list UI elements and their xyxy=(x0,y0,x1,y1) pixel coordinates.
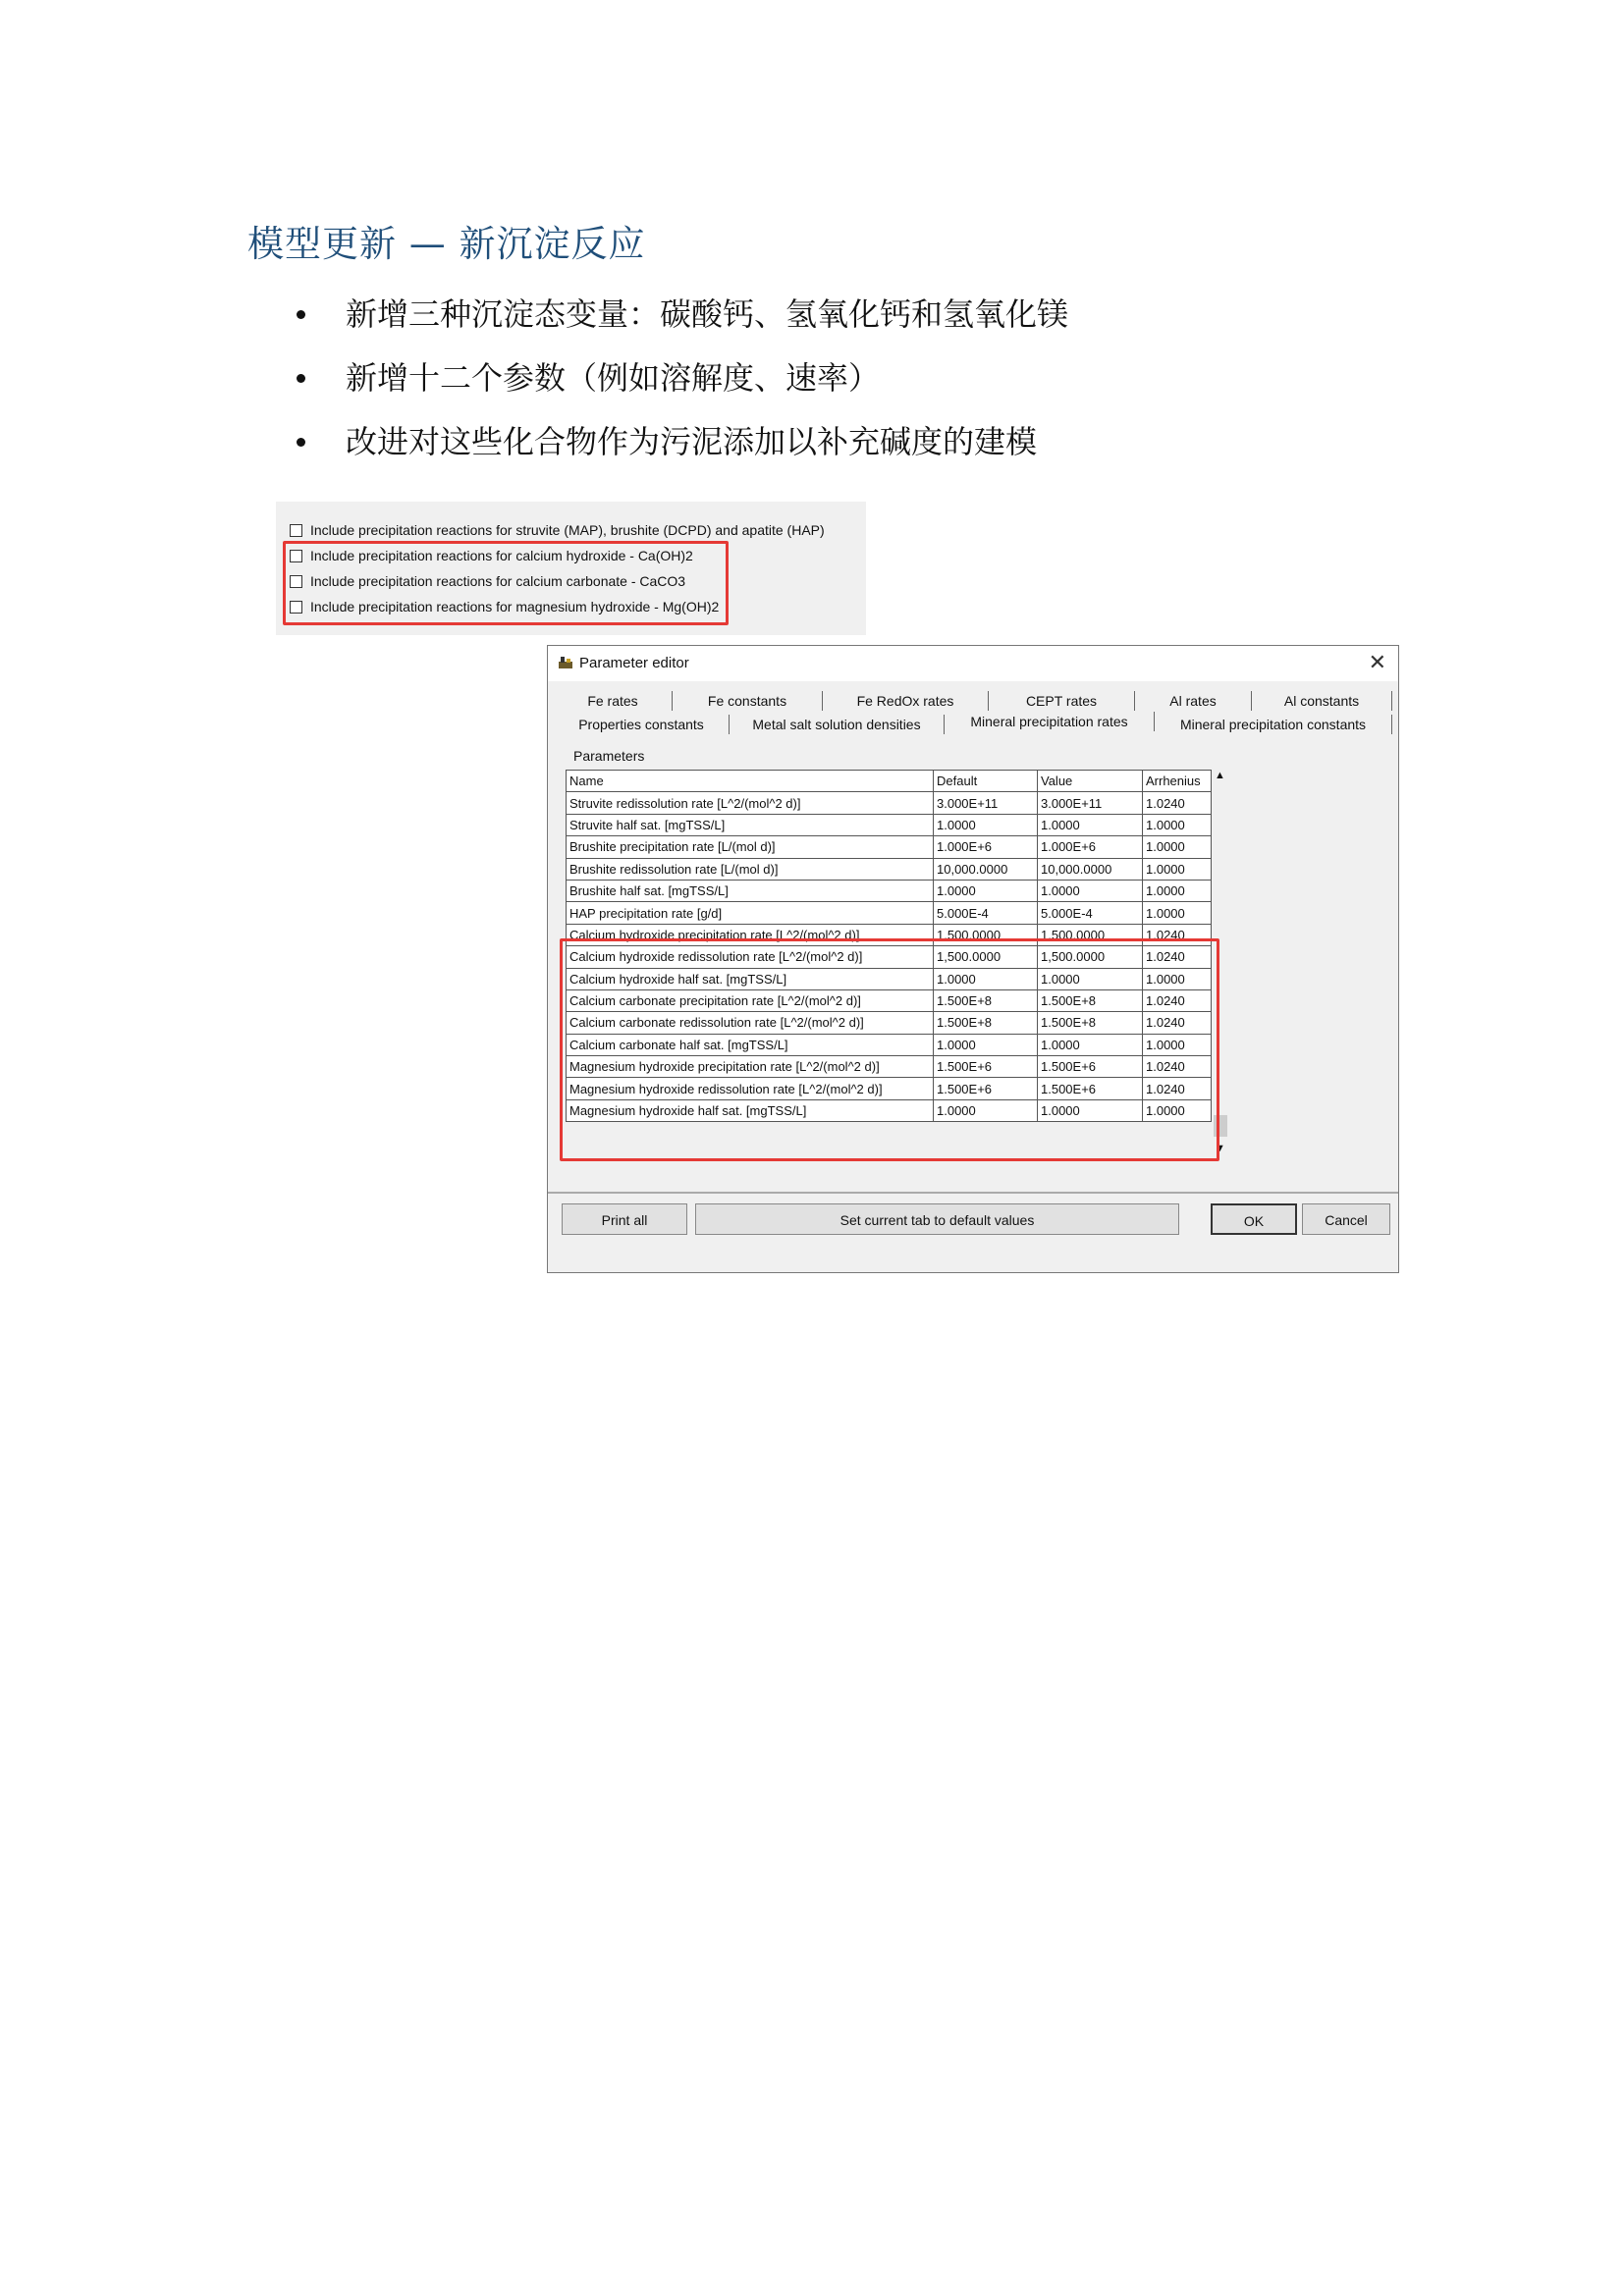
cell-name: Calcium hydroxide precipitation rate [L^2/(mol^2 d)] xyxy=(567,924,934,945)
tab-metal-salt-densities[interactable]: Metal salt solution densities xyxy=(730,715,945,734)
option-label: Include precipitation reactions for calcium carbonate - CaCO3 xyxy=(310,573,686,589)
table-header-row xyxy=(567,771,1212,792)
cell-value[interactable]: 1.0000 xyxy=(1038,1099,1143,1121)
table-row xyxy=(567,902,1212,924)
cell-default: 1.0000 xyxy=(934,814,1038,835)
ok-button[interactable]: OK xyxy=(1211,1203,1297,1235)
cell-name: Struvite redissolution rate [L^2/(mol^2 d)] xyxy=(567,792,934,814)
cell-value[interactable]: 1.500E+6 xyxy=(1038,1078,1143,1099)
option-label: Include precipitation reactions for magnesium hydroxide - Mg(OH)2 xyxy=(310,599,720,614)
tab-al-constants[interactable]: Al constants xyxy=(1252,691,1392,711)
checkbox-struvite[interactable] xyxy=(290,524,302,537)
option-struvite[interactable] xyxy=(290,519,825,541)
cell-arrhenius: 1.0240 xyxy=(1143,1078,1212,1099)
cell-default: 1.000E+6 xyxy=(934,836,1038,858)
option-label: Include precipitation reactions for calcium hydroxide - Ca(OH)2 xyxy=(310,548,693,563)
cell-name: Calcium carbonate precipitation rate [L^2/(mol^2 d)] xyxy=(567,989,934,1011)
precipitation-options-panel xyxy=(276,502,866,635)
parameter-editor-dialog xyxy=(547,645,1399,1273)
cell-value[interactable]: 1.500E+6 xyxy=(1038,1056,1143,1078)
cell-arrhenius: 1.0000 xyxy=(1143,1099,1212,1121)
cell-arrhenius: 1.0240 xyxy=(1143,1056,1212,1078)
table-row xyxy=(567,792,1212,814)
bullet-dot xyxy=(297,310,305,319)
column-header-value: Value xyxy=(1038,771,1143,792)
option-label: Include precipitation reactions for struvite (MAP), brushite (DCPD) and apatite (HAP) xyxy=(310,522,825,538)
cell-default: 1.0000 xyxy=(934,968,1038,989)
highlight-box xyxy=(560,938,1219,1161)
cell-arrhenius: 1.0000 xyxy=(1143,902,1212,924)
app-icon xyxy=(558,656,573,669)
cell-arrhenius: 1.0240 xyxy=(1143,946,1212,968)
cell-value[interactable]: 1.0000 xyxy=(1038,880,1143,901)
table-row xyxy=(567,880,1212,901)
bullet-text: 改进对这些化合物作为污泥添加以补充碱度的建模 xyxy=(346,423,1038,460)
cell-value[interactable]: 10,000.0000 xyxy=(1038,858,1143,880)
cell-value[interactable]: 1.500E+8 xyxy=(1038,1012,1143,1034)
cell-name: Calcium hydroxide redissolution rate [L^2/(mol^2 d)] xyxy=(567,946,934,968)
tab-fe-constants[interactable]: Fe constants xyxy=(673,691,823,711)
cell-default: 1.500E+8 xyxy=(934,989,1038,1011)
tab-mineral-precipitation-rates[interactable]: Mineral precipitation rates xyxy=(945,712,1155,731)
cell-arrhenius: 1.0240 xyxy=(1143,1012,1212,1034)
cell-arrhenius: 1.0240 xyxy=(1143,989,1212,1011)
cell-name: Magnesium hydroxide redissolution rate [L^2/(mol^2 d)] xyxy=(567,1078,934,1099)
tab-row-2 xyxy=(554,715,1392,734)
cell-value[interactable]: 1.0000 xyxy=(1038,1034,1143,1055)
highlight-box xyxy=(283,541,729,625)
cell-name: Magnesium hydroxide half sat. [mgTSS/L] xyxy=(567,1099,934,1121)
cell-value[interactable]: 1.000E+6 xyxy=(1038,836,1143,858)
cell-value[interactable]: 1.0000 xyxy=(1038,814,1143,835)
cell-name: Calcium hydroxide half sat. [mgTSS/L] xyxy=(567,968,934,989)
table-row xyxy=(567,814,1212,835)
bullet-dot xyxy=(297,374,305,383)
cell-default: 3.000E+11 xyxy=(934,792,1038,814)
bullet-list xyxy=(291,294,1068,486)
cell-default: 1.0000 xyxy=(934,880,1038,901)
close-icon[interactable]: ✕ xyxy=(1368,650,1386,674)
cell-default: 1.0000 xyxy=(934,1099,1038,1121)
tab-cept-rates[interactable]: CEPT rates xyxy=(989,691,1135,711)
cell-name: Calcium carbonate half sat. [mgTSS/L] xyxy=(567,1034,934,1055)
cell-arrhenius: 1.0240 xyxy=(1143,924,1212,945)
cell-value[interactable]: 3.000E+11 xyxy=(1038,792,1143,814)
cell-default: 1.0000 xyxy=(934,1034,1038,1055)
cell-name: Brushite precipitation rate [L/(mol d)] xyxy=(567,836,934,858)
divider xyxy=(548,1192,1398,1194)
cell-default: 10,000.0000 xyxy=(934,858,1038,880)
tab-properties-constants[interactable]: Properties constants xyxy=(554,715,730,734)
bullet-text: 新增十二个参数（例如溶解度、速率） xyxy=(346,359,881,397)
cell-default: 1.500E+8 xyxy=(934,1012,1038,1034)
cell-default: 5.000E-4 xyxy=(934,902,1038,924)
tab-row-1 xyxy=(554,691,1392,711)
set-default-button[interactable]: Set current tab to default values xyxy=(695,1203,1179,1235)
parameters-label: Parameters xyxy=(573,748,645,764)
cell-value[interactable]: 1.0000 xyxy=(1038,968,1143,989)
dialog-title: Parameter editor xyxy=(579,655,689,671)
tab-mineral-precipitation-constants[interactable]: Mineral precipitation constants xyxy=(1155,715,1392,734)
cancel-button[interactable]: Cancel xyxy=(1302,1203,1390,1235)
title-bar xyxy=(548,646,1398,681)
column-header-name: Name xyxy=(567,771,934,792)
bullet-dot xyxy=(297,438,305,447)
cell-default: 1,500.0000 xyxy=(934,946,1038,968)
cell-arrhenius: 1.0000 xyxy=(1143,858,1212,880)
column-header-default: Default xyxy=(934,771,1038,792)
bullet-item xyxy=(291,422,1068,486)
page-heading: 模型更新 — 新沉淀反应 xyxy=(247,223,646,265)
cell-arrhenius: 1.0000 xyxy=(1143,968,1212,989)
cell-arrhenius: 1.0240 xyxy=(1143,792,1212,814)
cell-arrhenius: 1.0000 xyxy=(1143,814,1212,835)
bullet-item xyxy=(291,294,1068,358)
cell-arrhenius: 1.0000 xyxy=(1143,880,1212,901)
cell-value[interactable]: 1.500E+8 xyxy=(1038,989,1143,1011)
table-row xyxy=(567,858,1212,880)
cell-name: Magnesium hydroxide precipitation rate [L^2/(mol^2 d)] xyxy=(567,1056,934,1078)
cell-default: 1.500E+6 xyxy=(934,1078,1038,1099)
column-header-arrhenius: Arrhenius xyxy=(1143,771,1212,792)
cell-default: 1.500E+6 xyxy=(934,1056,1038,1078)
scroll-up-icon[interactable]: ▲ xyxy=(1215,770,1225,781)
tab-fe-rates[interactable]: Fe rates xyxy=(554,691,673,711)
cell-arrhenius: 1.0000 xyxy=(1143,836,1212,858)
tab-al-rates[interactable]: Al rates xyxy=(1135,691,1252,711)
cell-arrhenius: 1.0000 xyxy=(1143,1034,1212,1055)
cell-name: Brushite half sat. [mgTSS/L] xyxy=(567,880,934,901)
print-all-button[interactable]: Print all xyxy=(562,1203,687,1235)
bullet-item xyxy=(291,358,1068,422)
cell-name: Struvite half sat. [mgTSS/L] xyxy=(567,814,934,835)
cell-value[interactable]: 1,500.0000 xyxy=(1038,924,1143,945)
cell-name: Brushite redissolution rate [L/(mol d)] xyxy=(567,858,934,880)
cell-default: 1,500.0000 xyxy=(934,924,1038,945)
tab-fe-redox-rates[interactable]: Fe RedOx rates xyxy=(823,691,989,711)
cell-name: Calcium carbonate redissolution rate [L^2/(mol^2 d)] xyxy=(567,1012,934,1034)
cell-name: HAP precipitation rate [g/d] xyxy=(567,902,934,924)
cell-value[interactable]: 1,500.0000 xyxy=(1038,946,1143,968)
cell-value[interactable]: 5.000E-4 xyxy=(1038,902,1143,924)
scroll-down-icon[interactable]: ▼ xyxy=(1215,1143,1225,1154)
bullet-text: 新增三种沉淀态变量：碳酸钙、氢氧化钙和氢氧化镁 xyxy=(346,295,1069,333)
table-row xyxy=(567,836,1212,858)
